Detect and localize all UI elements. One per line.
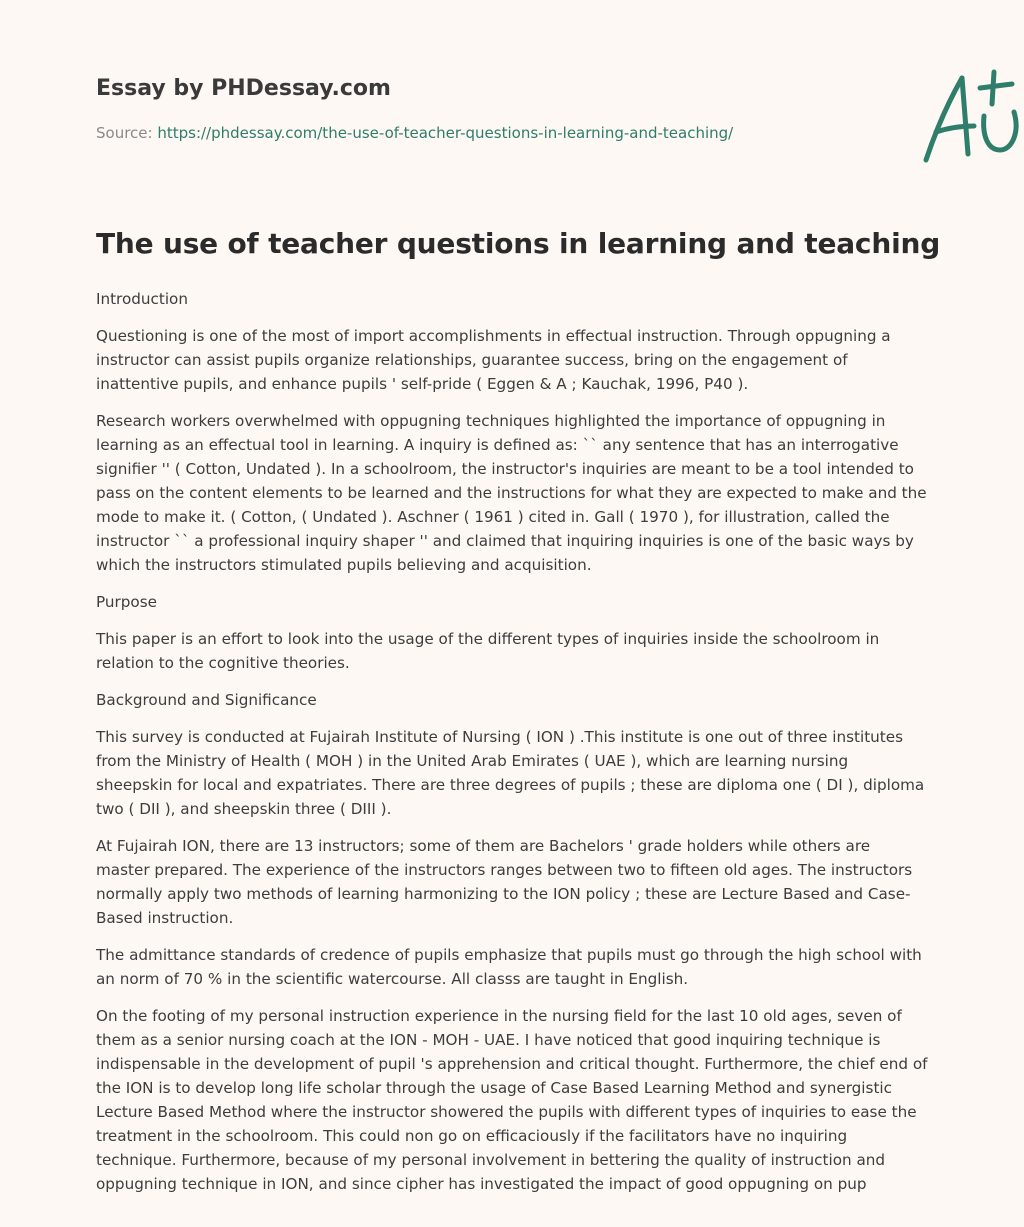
paragraph: On the footing of my personal instruction experience in the nursing field for the last 10 old ages, seven of them as a senior nursing coach at the ION - MOH - UAE. I have noticed that good inquiring technique is indispensable in the development of pupil 's apprehension and critical thought. Furthermore, the chief end of the ION is to develop long life scholar through the usage of Case Based Learning Method and synergistic Lecture Based Method where the instructor showered the pupils with different types of inquiries to ease the treatment in the schoolroom. This could non go on efficaciously if the facilitators have no inquiring technique. Furthermore, because of my personal involvement in bettering the quality of instruction and oppugning technique in ION, and since cipher has investigated the impact of good oppugning on pup: [96, 1007, 928, 1193]
a-plus-logo-icon: [916, 66, 1024, 166]
paragraph: Questioning is one of the most of import accomplishments in effectual instruction. Through oppugning a instructor can assist pupils organize relationships, guarantee success, bring on the engagement of inattentive pupils, and enhance pupils ' self-pride ( Eggen & A ; Kauchak, 1996, P40 ).: [96, 327, 891, 393]
section-heading: Background and Significance: [96, 691, 317, 709]
essay-body: [96, 287, 928, 1209]
paragraph: The admittance standards of credence of pupils emphasize that pupils must go through the high school with an norm of 70 % in the scientific watercourse. All classs are taught in English.: [96, 946, 922, 988]
site-title: Essay by PHDessay.com: [96, 76, 391, 101]
paragraph: This paper is an effort to look into the usage of the different types of inquiries inside the schoolroom in relation to the cognitive theories.: [96, 630, 880, 672]
source-label: Source:: [96, 124, 158, 142]
paragraph: Research workers overwhelmed with oppugning techniques highlighted the importance of oppugning in learning as an effectual tool in learning. A inquiry is defined as: `` any sentence that has an interrogative signifier '' ( Cotton, Undated ). In a schoolroom, the instructor's inquiries are meant to be a tool intended to pass on the content elements to be learned and the instructions for what they are expected to make and the mode to make it. ( Cotton, ( Undated ). Aschner ( 1961 ) cited in. Gall ( 1970 ), for illustration, called the instructor `` a professional inquiry shaper '' and claimed that inquiring inquiries is one of the basic ways by which the instructors stimulated pupils believing and acquisition.: [96, 412, 927, 574]
section-heading: Purpose: [96, 593, 157, 611]
source-link[interactable]: https://phdessay.com/the-use-of-teacher-questions-in-learning-and-teaching/: [157, 124, 734, 142]
paragraph: At Fujairah ION, there are 13 instructors; some of them are Bachelors ' grade holders while others are master prepared. The experience of the instructors ranges between two to fifteen old ages. The instructors normally apply two methods of learning harmonizing to the ION policy ; these are Lecture Based and Case-Based instruction.: [96, 837, 913, 927]
paragraph: This survey is conducted at Fujairah Institute of Nursing ( ION ) .This institute is one out of three institutes from the Ministry of Health ( MOH ) in the United Arab Emirates ( UAE ), which are learning nursing sheepskin for local and expatriates. There are three degrees of pupils ; these are diploma one ( DI ), diploma two ( DII ), and sheepskin three ( DIII ).: [96, 728, 925, 818]
source-line: [96, 124, 733, 142]
section-heading: Introduction: [96, 290, 188, 308]
essay-title: The use of teacher questions in learning and teaching: [96, 227, 941, 260]
